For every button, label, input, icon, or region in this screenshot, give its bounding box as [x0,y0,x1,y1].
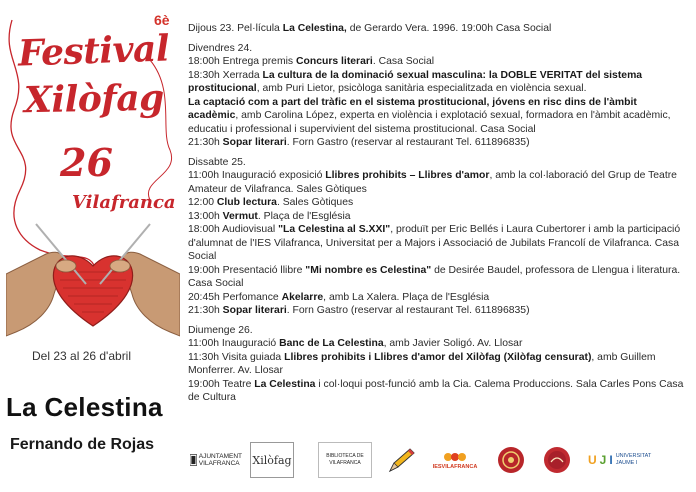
pencil-logo [386,442,416,478]
ies-logo-text: IESVILAFRANCA [432,463,478,470]
event-post: de Gerardo Vera. 1996. 19:00h Casa Social [346,23,552,34]
event-bold: Llibres prohibits – Llibres d'amor [325,170,490,181]
program-day [188,42,688,150]
event-pre: 11:30h Visita guiada [188,351,285,363]
event-post: , amb Puri Lietor, psicòloga sanitària especialitzada en violència sexual. [256,83,587,94]
event-pre: 11:00h Inauguració exposició [188,170,326,181]
program-event [188,55,688,69]
program-event [188,196,688,210]
event-pre: 18:00h Audiovisual [188,224,279,235]
event-bold: Club lectura [216,197,277,208]
event-pre: 19:00h Presentació llibre [188,264,306,276]
event-post: , amb La Xalera. Plaça de l'Església [323,291,490,303]
event-bold: Sopar literari [222,305,287,316]
program-day [188,156,688,318]
program-event [188,291,688,305]
program-event [188,96,688,137]
program-event [188,169,688,196]
festival-poster [0,0,185,470]
event-bold: "La Celestina al S.XXI" [278,224,391,235]
event-bold: Vermut [222,210,258,222]
day-title: Dissabte 25. [188,156,246,168]
event-bold: Concurs literari [296,56,373,67]
festival-program [188,22,688,411]
play-title: La Celestina [6,392,163,422]
program-event [188,264,688,291]
ies-vilafranca-logo [432,442,478,478]
event-post: , amb Javier Soligó. Av. Llosar [383,338,523,349]
event-bold: "Mi nombre es Celestina" [305,264,432,276]
event-bold: La Celestina, [282,23,347,34]
event-post: de Desirée Baudel, professora de Llengua i literatura. Casa Social [188,264,681,289]
event-pre: 18:00h Entrega premis [188,56,297,67]
event-post: , produït per Eric Bellés i Laura Cubertorer i amb la participació d'alumnat de l'IES Vilafranca, Universitat per a Majors i Associació de Jubilats Francolí de Vilafranca. Casa Social [188,224,681,262]
event-pre: 21:30h [188,305,223,316]
biblioteca-logo-text: BIBLIOTECA DE VILAFRANCA [326,453,364,466]
uji-logo-text: UNIVERSITAT JAUME I [615,453,652,466]
event-bold: La cultura de la dominació sexual masculina: la DOBLE VERITAT del sistema prostitucional [188,69,643,94]
program-event [188,304,688,318]
event-bold: Sopar literari [222,137,287,148]
event-pre: 11:00h Inauguració [188,338,280,349]
event-post: . Sales Gòtiques [276,197,354,208]
event-bold: La Celestina [254,378,316,390]
event-bold: Banc de La Celestina [279,338,384,349]
event-pre: 21:30h [188,137,223,148]
program-event [188,351,688,378]
day-title: Diumenge 26. [188,324,253,336]
event-post: , amb la col·laboració del Grup de Teatre Amateur de Vilafranca. Sales Gòtiques [188,170,677,195]
program-event [188,136,688,150]
event-post: . Casa Social [372,56,435,67]
program-event [188,69,688,96]
ajuntament-logo-text: AJUNTAMENT VILAFRANCA [198,453,242,467]
biblioteca-logo [318,442,372,478]
festival-name: Xilòfag [23,76,165,122]
red-seal-logo-2 [542,442,572,478]
program-day [188,22,688,36]
event-pre: 12:00 [188,197,217,208]
event-post: , amb Carolina López, experta en violència i explotació sexual, formadora en l'àmbit acadèmic, educatiu i professional i supervivient del sistema prostitucional. Casa Social [188,110,671,135]
event-post: . Forn Gastro (reservar al restaurant Tel. 611896835) [286,305,530,316]
uji-logo: U J I UNIVERSITAT JAUME I [588,453,652,467]
knitted-heart-illustration [6,214,180,344]
festival-town: Vilafranca [72,192,176,213]
event-post: , amb Guillem Monferrer. Av. Llosar [188,351,656,376]
event-bold: La captació com a part del tràfic en el sistema prostitucional, jóvens en risc dins de l'àmbit acadèmic [188,96,637,121]
event-pre: 20:45h Perfomance [188,291,282,303]
event-post: . Forn Gastro (reservar al restaurant Tel. 611896835) [286,137,530,148]
event-post: i col·loqui post-funció amb la Cia. Calema Produccions. Sala Carles Pons Casa de Cultura [188,378,684,403]
xilofag-logo-text: Xilòfag [252,453,292,467]
ajuntament-logo [190,442,242,478]
program-event [188,22,688,36]
event-pre: 19:00h Teatre [188,378,255,390]
sponsor-logos [190,442,690,482]
event-pre: Dijous 23. Pel·lícula [188,23,283,34]
program-event [188,378,688,405]
festival-word: Festival [17,27,170,75]
play-author: Fernando de Rojas [10,436,155,453]
event-post: . Plaça de l'Església [257,210,351,222]
event-bold: Llibres prohibits i Llibres d'amor del Xilòfag (Xilòfag censurat) [284,351,592,363]
festival-number: 26 [60,140,113,185]
event-pre: 13:00h [188,210,223,222]
program-event [188,223,688,264]
red-seal-logo-1 [496,442,526,478]
festival-dates: Del 23 al 26 d'abril [32,349,132,363]
event-bold: Akelarre [281,291,324,303]
day-title: Divendres 24. [188,42,253,54]
program-event [188,210,688,224]
event-pre: 18:30h Xerrada [188,69,263,81]
program-day [188,324,688,405]
xilofag-logo [250,442,294,478]
program-event [188,337,688,351]
edition-label: 6è [154,12,170,28]
